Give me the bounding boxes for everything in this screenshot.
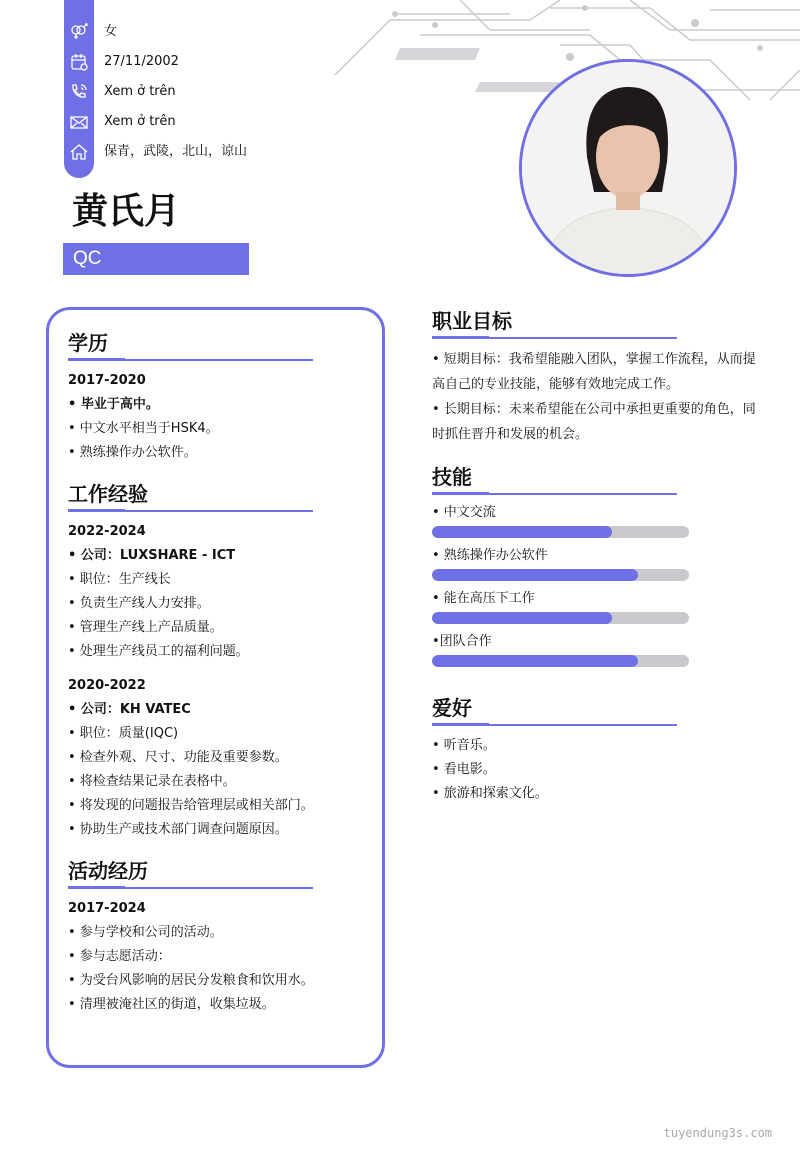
calendar-icon [69,52,89,72]
activities-item: • 为受台风影响的居民分发粮食和饮用水。 [68,973,314,988]
skill-bar-fill [432,526,612,538]
hobbies-heading: 爱好 [432,696,472,720]
education-item: • 毕业于高中。 [68,397,159,412]
job-item: • 处理生产线员工的福利问题。 [68,644,249,659]
skill-bar-fill [432,612,612,624]
skill-bar-fill [432,569,638,581]
email-text: Xem ở trên [104,114,176,129]
skills-heading: 技能 [432,465,472,489]
education-heading: 学历 [68,331,108,355]
skill-label: • 熟练操作办公软件 [432,548,548,563]
job-title: QC [63,243,249,275]
skill-bar [432,526,689,538]
skill-bar [432,612,689,624]
heading-underline [68,887,313,889]
skill-bar-fill [432,655,638,667]
job-company: • 公司：KH VATEC [68,702,191,717]
watermark: tuyendung3s.com [663,1126,772,1140]
hobby-item: • 看电影。 [432,762,496,777]
gender-text: 女 [104,24,118,39]
job-item: • 职位：质量(IQC) [68,726,179,741]
education-item: • 中文水平相当于HSK4。 [68,421,219,436]
birthdate-text: 27/11/2002 [104,54,179,69]
skill-bar [432,655,689,667]
activities-item: • 参与学校和公司的活动。 [68,925,223,940]
objective-short-term: • 短期目标：我希望能融入团队，掌握工作流程，从而提高自己的专业技能，能够有效地完成工作。 [432,352,756,392]
heading-underline [432,724,677,726]
job-item: • 负责生产线人力安排。 [68,596,210,611]
heading-underline [432,493,677,495]
job-period: 2020-2022 [68,678,146,693]
heading-underline [68,359,313,361]
skill-label: •团队合作 [432,634,492,649]
full-name: 黄氏月 [72,191,181,232]
hobby-item: • 听音乐。 [432,738,496,753]
hobbies-section [432,694,677,806]
heading-underline [68,510,313,512]
work-heading: 工作经验 [68,482,148,506]
heading-underline [432,337,677,339]
job-item: • 将检查结果记录在表格中。 [68,774,236,789]
job-item: • 将发现的问题报告给管理层或相关部门。 [68,798,314,813]
objective-long-term: • 长期目标：未来希望能在公司中承担更重要的角色，同时抓住晋升和发展的机会。 [432,402,756,442]
home-icon [69,142,89,162]
skill-label: • 能在高压下工作 [432,591,535,606]
activities-item: • 参与志愿活动： [68,949,171,964]
objective-heading: 职业目标 [432,309,512,333]
job-item: • 管理生产线上产品质量。 [68,620,223,635]
address-text: 保青，武陵，北山，谅山 [104,144,248,159]
activities-section [68,857,314,1017]
education-period: 2017-2020 [68,373,146,388]
skill-bar [432,569,689,581]
job-company: • 公司：LUXSHARE - ICT [68,548,236,563]
phone-icon [69,82,89,102]
hobby-item: • 旅游和探索文化。 [432,786,548,801]
activities-item: • 清理被淹社区的街道，收集垃圾。 [68,997,275,1012]
education-section [68,329,313,465]
education-item: • 熟练操作办公软件。 [68,445,197,460]
activities-period: 2017-2024 [68,901,146,916]
activities-heading: 活动经历 [68,859,148,883]
job-item: • 协助生产或技术部门调查问题原因。 [68,822,288,837]
gender-icon [69,22,89,42]
skill-label: • 中文交流 [432,505,496,520]
work-section [68,480,314,842]
objective-section [432,307,762,447]
phone-text: Xem ở trên [104,84,176,99]
job-period: 2022-2024 [68,524,146,539]
job-item: • 职位：生产线长 [68,572,171,587]
job-item: • 检查外观、尺寸、功能及重要参数。 [68,750,288,765]
profile-photo [519,59,737,277]
mail-icon [69,112,89,132]
skills-section [432,463,689,675]
